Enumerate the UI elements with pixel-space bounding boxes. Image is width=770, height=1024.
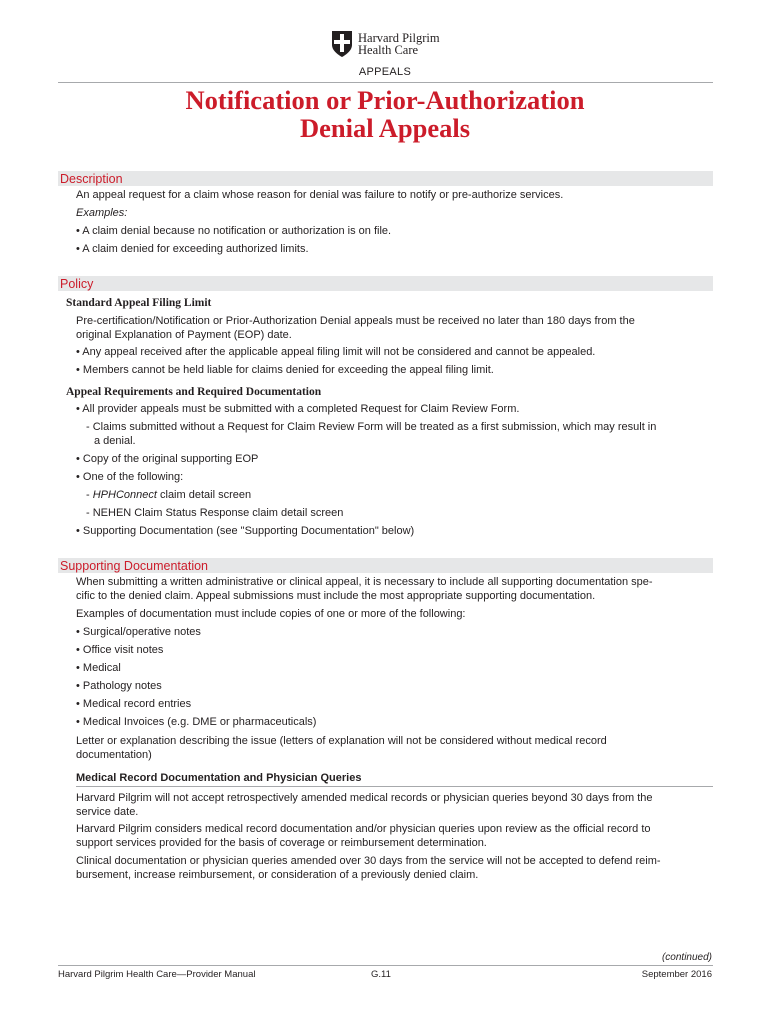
requirements-bullet-2: • Copy of the original supporting EOP: [76, 453, 259, 465]
supporting-intro-line-1: When submitting a written administrative or clinical appeal, it is necessary to include all supporting documentation spe-: [76, 576, 653, 588]
filing-limit-heading: Standard Appeal Filing Limit: [66, 297, 212, 309]
requirements-sub-nehen: - NEHEN Claim Status Response claim detail screen: [86, 507, 344, 519]
supporting-heading: Supporting Documentation: [60, 559, 209, 573]
logo-wordmark: [358, 32, 440, 56]
medical-record-p3-line-1: Clinical documentation or physician queries amended over 30 days from the service will not be accepted to defend reim-: [76, 855, 661, 867]
page-title: [0, 86, 770, 142]
policy-heading: Policy: [60, 277, 94, 291]
page-title-line-2: Denial Appeals: [299, 113, 471, 143]
requirements-bullet-1: • All provider appeals must be submitted with a completed Request for Claim Review Form.: [76, 403, 520, 415]
description-heading: Description: [60, 172, 123, 186]
supporting-intro-line-2: cific to the denied claim. Appeal submissions must include the most appropriate supporting documentation.: [76, 590, 596, 602]
description-bullet: • A claim denial because no notification or authorization is on file.: [76, 225, 392, 237]
logo-line-2: Health Care: [358, 43, 419, 57]
continued-note: (continued): [661, 952, 712, 963]
medical-record-p1-line-2: service date.: [76, 806, 139, 818]
medical-record-p3-line-2: bursement, increase reimbursement, or consideration of a previously denied claim.: [76, 869, 479, 881]
requirements-sub-line-2: a denial.: [94, 435, 136, 447]
requirements-bullet-4: • Supporting Documentation (see "Supporting Documentation" below): [76, 525, 415, 537]
supporting-bullet: • Medical Invoices (e.g. DME or pharmaceuticals): [76, 716, 317, 728]
requirements-sub-hphconnect: - HPHConnect claim detail screen: [86, 489, 252, 501]
description-text: An appeal request for a claim whose reason for denial was failure to notify or pre-authorize services.: [76, 189, 564, 201]
medical-record-p2-line-1: Harvard Pilgrim considers medical record documentation and/or physician queries upon review as the official record to: [76, 823, 651, 835]
section-label: APPEALS: [358, 66, 412, 78]
letter-text-line-2: documentation): [76, 749, 152, 761]
requirements-bullet-3: • One of the following:: [76, 471, 184, 483]
filing-limit-text-line-1: Pre-certification/Notification or Prior-Authorization Denial appeals must be received no later than 180 days from the: [76, 315, 635, 327]
header-divider: [58, 82, 713, 83]
footer-divider: [58, 965, 713, 966]
filing-limit-text-line-2: original Explanation of Payment (EOP) date.: [76, 329, 292, 341]
logo-line-1: Harvard Pilgrim: [358, 31, 440, 45]
supporting-bullet: • Pathology notes: [76, 680, 162, 692]
supporting-heading-bar: [58, 558, 713, 573]
filing-limit-bullet: • Any appeal received after the applicable appeal filing limit will not be considered and cannot be appealed.: [76, 346, 596, 358]
harvard-pilgrim-logo: [331, 28, 440, 60]
letter-text-line-1: Letter or explanation describing the issue (letters of explanation will not be considered without medical record: [76, 735, 607, 747]
policy-heading-bar: [58, 276, 713, 291]
medical-record-heading: Medical Record Documentation and Physician Queries: [76, 772, 362, 784]
supporting-bullet: • Surgical/operative notes: [76, 626, 201, 638]
shield-cross-icon: [331, 30, 353, 58]
requirements-sub-line-1: - Claims submitted without a Request for Claim Review Form will be treated as a first submission, which may result in: [86, 421, 657, 433]
medical-record-heading-rule: [76, 786, 713, 787]
description-heading-bar: [58, 171, 713, 186]
supporting-bullet: • Office visit notes: [76, 644, 164, 656]
examples-label: Examples:: [76, 207, 128, 219]
page-title-line-1: Notification or Prior-Authorization: [185, 85, 585, 115]
medical-record-p2-line-2: support services provided for the basis of coverage or reimbursement determination.: [76, 837, 487, 849]
requirements-heading: Appeal Requirements and Required Documentation: [66, 386, 322, 398]
medical-record-p1-line-1: Harvard Pilgrim will not accept retrospectively amended medical records or physician queries beyond 30 days from the: [76, 792, 653, 804]
supporting-examples-intro: Examples of documentation must include copies of one or more of the following:: [76, 608, 466, 620]
filing-limit-bullet: • Members cannot be held liable for claims denied for exceeding the appeal filing limit.: [76, 364, 494, 376]
supporting-bullet: • Medical record entries: [76, 698, 192, 710]
description-bullet: • A claim denied for exceeding authorized limits.: [76, 243, 309, 255]
footer-date: September 2016: [641, 969, 712, 980]
supporting-bullet: • Medical: [76, 662, 121, 674]
footer-manual-name: Harvard Pilgrim Health Care—Provider Manual: [58, 969, 256, 980]
footer-page-number: G.11: [371, 969, 391, 980]
